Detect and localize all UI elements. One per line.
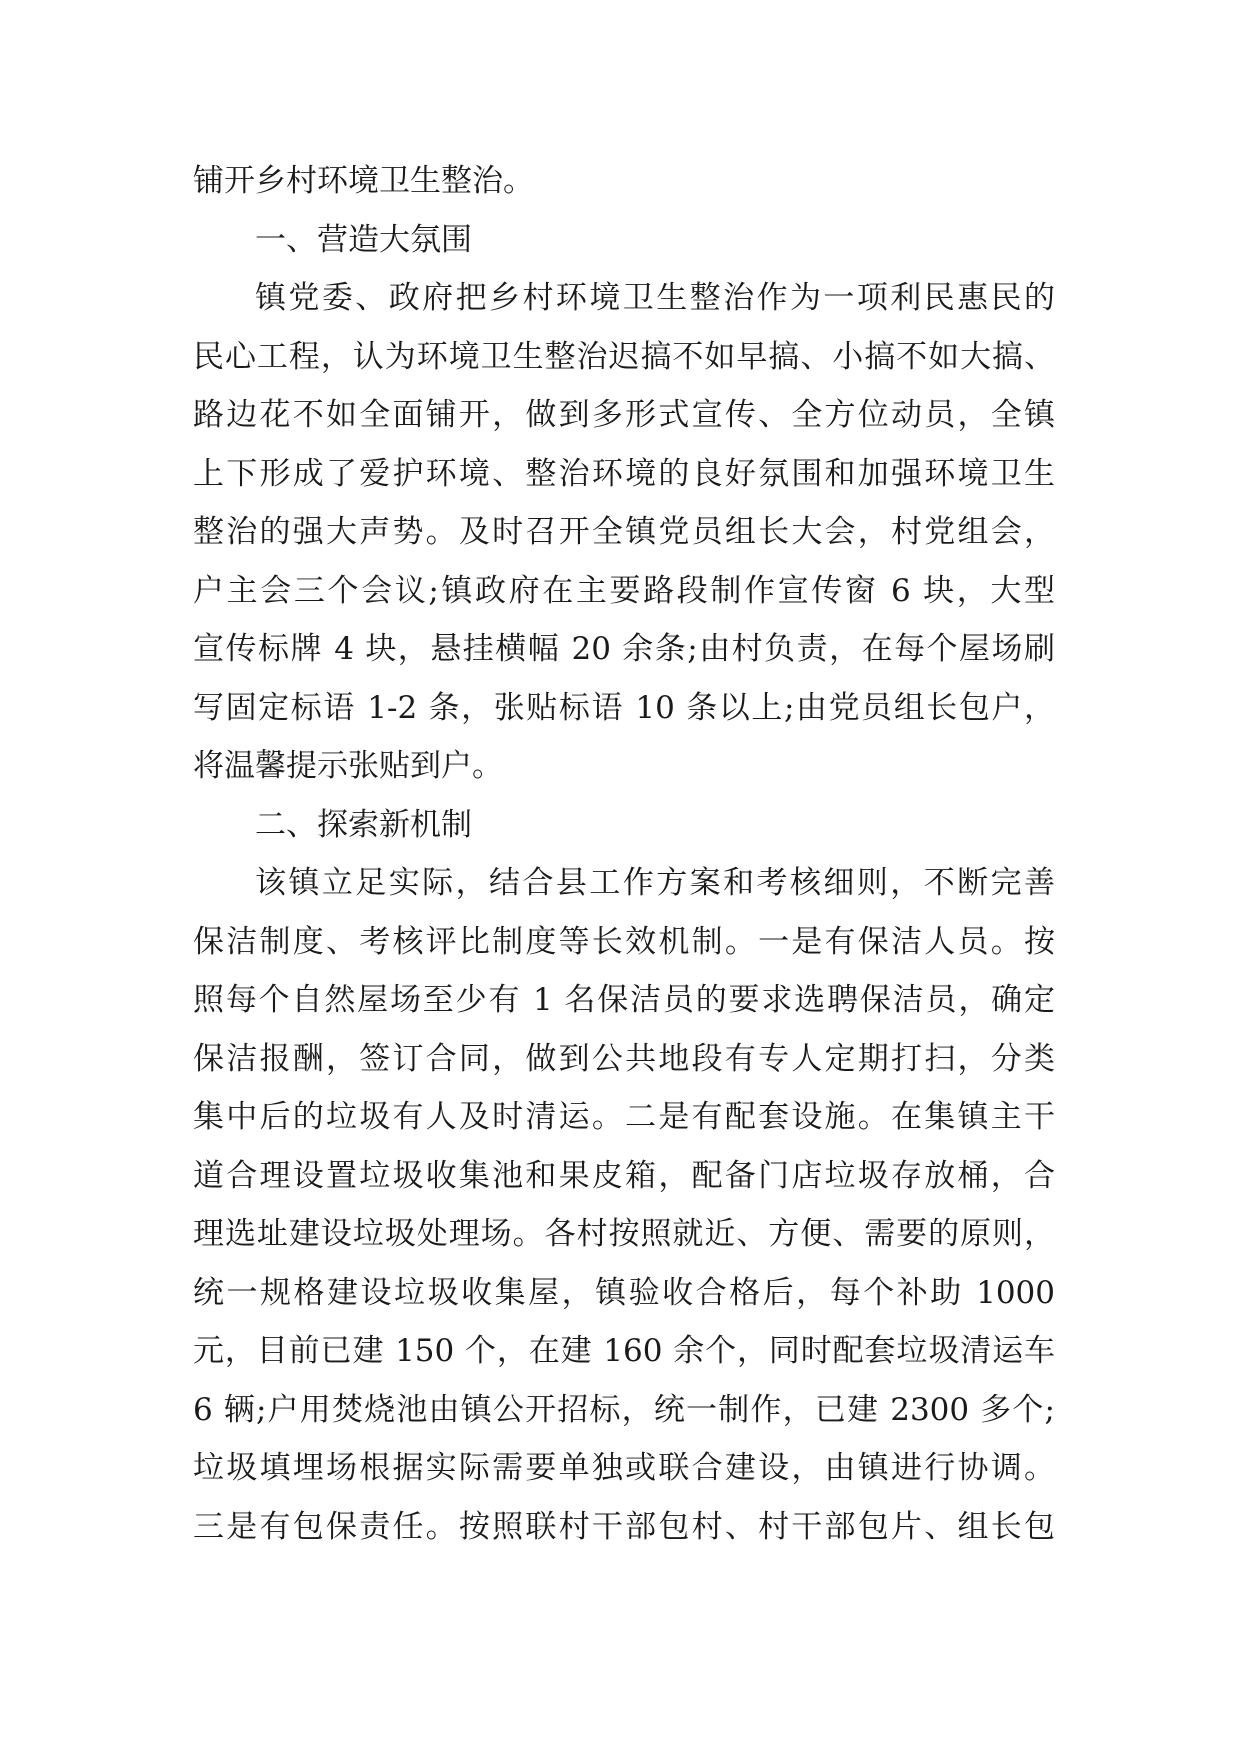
paragraph-line: 道合理设置垃圾收集池和果皮箱，配备门店垃圾存放桶，合: [193, 1157, 1055, 1194]
paragraph-line: 将温馨提示张贴到户。: [193, 748, 503, 784]
paragraph-line: 元，目前已建 150 个，在建 160 余个，同时配套垃圾清运车: [193, 1333, 1055, 1369]
paragraph-line: 6 辆;户用焚烧池由镇公开招标，统一制作，已建 2300 多个;: [193, 1391, 1055, 1428]
paragraph-line: 上下形成了爱护环境、整治环境的良好氛围和加强环境卫生: [193, 455, 1055, 492]
paragraph-line: 写固定标语 1-2 条，张贴标语 10 条以上;由党员组长包户，: [193, 689, 1055, 726]
paragraph-line: 理选址建设垃圾处理场。各村按照就近、方便、需要的原则，: [193, 1216, 1055, 1252]
paragraph-line: 三是有包保责任。按照联村干部包村、村干部包片、组长包: [193, 1508, 1055, 1545]
paragraph-line: 统一规格建设垃圾收集屋，镇验收合格后，每个补助 1000: [193, 1274, 1055, 1311]
document-body: [193, 152, 1055, 1556]
paragraph-line: 宣传标牌 4 块，悬挂横幅 20 余条;由村负责，在每个屋场刷: [193, 631, 1055, 667]
paragraph-line: 垃圾填埋场根据实际需要单独或联合建设，由镇进行协调。: [193, 1450, 1055, 1486]
paragraph-line: 铺开乡村环境卫生整治。: [193, 163, 534, 199]
section-heading: 一、营造大氛围: [255, 221, 472, 258]
paragraph-line: 保洁报酬，签订合同，做到公共地段有专人定期打扫，分类: [193, 1040, 1055, 1077]
paragraph-line: 户主会三个会议;镇政府在主要路段制作宣传窗 6 块，大型: [193, 572, 1055, 609]
paragraph-line: 整治的强大声势。及时召开全镇党员组长大会，村党组会，: [193, 514, 1055, 550]
paragraph-line: 集中后的垃圾有人及时清运。二是有配套设施。在集镇主干: [193, 1099, 1055, 1135]
paragraph-line: 该镇立足实际，结合县工作方案和考核细则，不断完善: [255, 865, 1055, 901]
section-heading: 二、探索新机制: [255, 806, 472, 843]
paragraph-line: 照每个自然屋场至少有 1 名保洁员的要求选聘保洁员，确定: [193, 982, 1055, 1018]
paragraph-line: 民心工程，认为环境卫生整治迟搞不如早搞、小搞不如大搞、: [193, 338, 1055, 375]
paragraph-line: 镇党委、政府把乡村环境卫生整治作为一项利民惠民的: [255, 280, 1055, 316]
paragraph-line: 保洁制度、考核评比制度等长效机制。一是有保洁人员。按: [193, 923, 1055, 960]
paragraph-line: 路边花不如全面铺开，做到多形式宣传、全方位动员，全镇: [193, 397, 1055, 433]
